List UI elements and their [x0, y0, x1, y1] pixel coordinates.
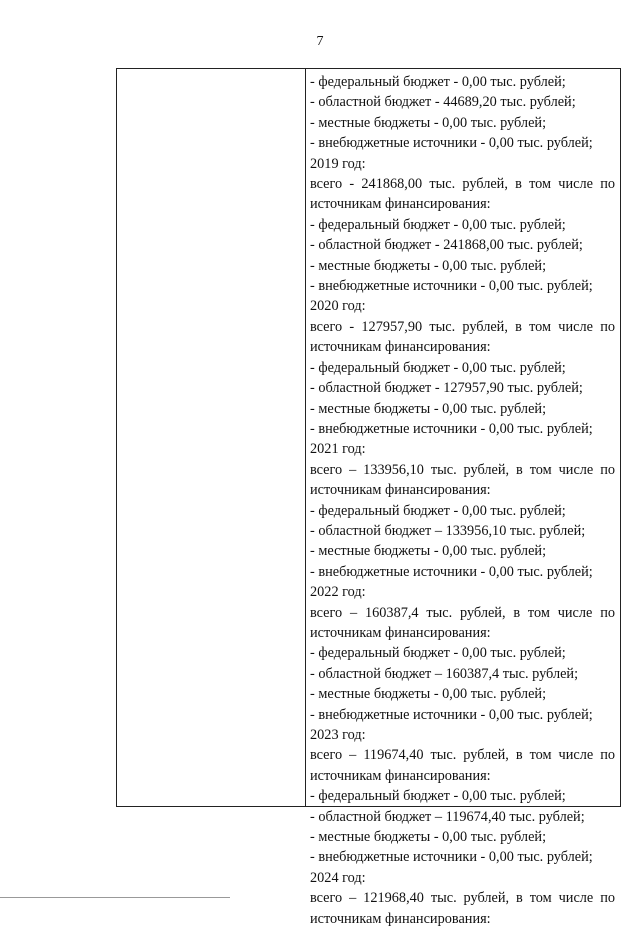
- table-left-cell: [117, 69, 305, 806]
- text-line: - внебюджетные источники - 0,00 тыс. рублей;: [310, 849, 593, 866]
- text-line: источникам финансирования:: [310, 767, 491, 784]
- text-line: 2022 год:: [310, 584, 366, 601]
- text-line: - внебюджетные источники - 0,00 тыс. рублей;: [310, 135, 593, 152]
- text-line: источникам финансирования:: [310, 910, 491, 927]
- text-line: источникам финансирования:: [310, 624, 491, 641]
- text-line: всего – 160387,4 тыс. рублей, в том числе по: [310, 604, 615, 621]
- text-line: - федеральный бюджет - 0,00 тыс. рублей;: [310, 359, 566, 376]
- text-line: источникам финансирования:: [310, 196, 491, 213]
- text-line: - местные бюджеты - 0,00 тыс. рублей;: [310, 114, 547, 131]
- text-line: всего – 119674,40 тыс. рублей, в том числе по: [310, 747, 615, 764]
- text-line: - областной бюджет - 241868,00 тыс. рублей;: [310, 237, 583, 254]
- footnote-rule: [0, 897, 230, 898]
- text-line: - федеральный бюджет - 0,00 тыс. рублей;: [310, 502, 566, 519]
- text-line: - внебюджетные источники - 0,00 тыс. рублей;: [310, 278, 593, 295]
- column-divider: [305, 69, 306, 806]
- text-line: - областной бюджет – 160387,4 тыс. рублей;: [310, 665, 579, 682]
- text-line: - местные бюджеты - 0,00 тыс. рублей;: [310, 543, 547, 560]
- text-line: - областной бюджет – 119674,40 тыс. рублей;: [310, 808, 585, 825]
- text-line: - федеральный бюджет - 0,00 тыс. рублей;: [310, 74, 566, 90]
- text-line: всего - 127957,90 тыс. рублей, в том числе по: [310, 318, 615, 335]
- text-line: - областной бюджет – 133956,10 тыс. рублей;: [310, 522, 586, 539]
- text-line: 2023 год:: [310, 727, 366, 743]
- text-line: всего - 241868,00 тыс. рублей, в том числе по: [310, 176, 615, 193]
- text-line: - внебюджетные источники - 0,00 тыс. рублей;: [310, 563, 593, 580]
- text-line: - областной бюджет - 127957,90 тыс. рублей;: [310, 380, 583, 397]
- text-line: - внебюджетные источники - 0,00 тыс. рублей;: [310, 706, 593, 723]
- text-line: - внебюджетные источники - 0,00 тыс. рублей;: [310, 420, 593, 437]
- text-line: - местные бюджеты - 0,00 тыс. рублей;: [310, 686, 547, 703]
- text-line: - областной бюджет - 44689,20 тыс. рублей;: [310, 94, 576, 111]
- text-line: источникам финансирования:: [310, 339, 491, 356]
- text-line: источникам финансирования:: [310, 482, 491, 499]
- text-line: - федеральный бюджет - 0,00 тыс. рублей;: [310, 216, 566, 233]
- text-line: всего – 121968,40 тыс. рублей, в том числе по: [310, 890, 615, 907]
- text-line: всего – 133956,10 тыс. рублей, в том числе по: [310, 461, 615, 478]
- text-line: 2021 год:: [310, 441, 366, 458]
- text-line: 2024 год:: [310, 869, 366, 886]
- text-line: - федеральный бюджет - 0,00 тыс. рублей;: [310, 788, 566, 805]
- text-line: - местные бюджеты - 0,00 тыс. рублей;: [310, 829, 547, 846]
- text-line: 2019 год:: [310, 155, 366, 172]
- text-line: - местные бюджеты - 0,00 тыс. рублей;: [310, 400, 547, 417]
- funding-table: [116, 68, 621, 927]
- page-number: 7: [316, 34, 324, 49]
- funding-text-cell: [310, 72, 615, 929]
- text-line: - местные бюджеты - 0,00 тыс. рублей;: [310, 257, 547, 274]
- text-line: - федеральный бюджет - 0,00 тыс. рублей;: [310, 645, 566, 662]
- text-line: 2020 год:: [310, 298, 366, 315]
